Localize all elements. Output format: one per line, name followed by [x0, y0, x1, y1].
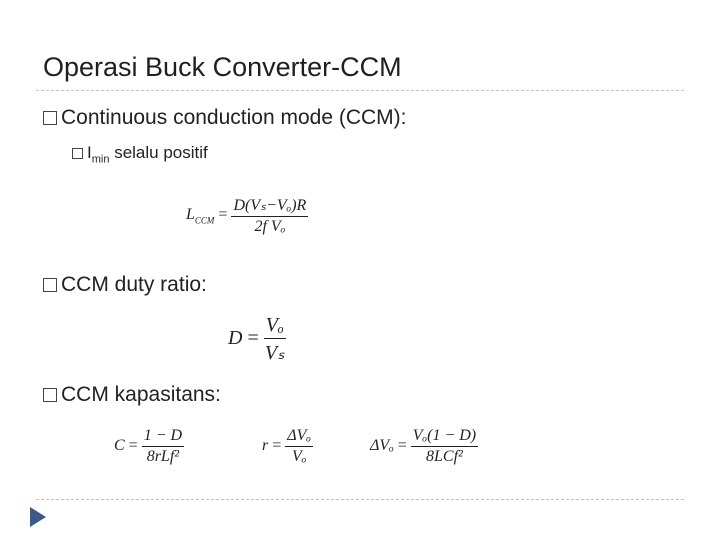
equation-duty [228, 314, 286, 365]
lccm-fraction [231, 195, 308, 236]
cap-numerator: 1 − D [142, 427, 184, 447]
slide-next-arrow-icon[interactable] [26, 505, 50, 529]
dvo-fraction [411, 427, 478, 466]
dvo-lhs: ΔVₒ [370, 437, 394, 455]
imin-symbol: I [87, 143, 92, 162]
cap-equals: = [128, 437, 138, 455]
cap-lhs: C [114, 437, 125, 455]
lccm-equals: = [218, 206, 228, 224]
checkbox-bullet-icon [43, 388, 57, 402]
cap-fraction [142, 427, 184, 466]
bullet-capacitance-text: CCM kapasitans: [61, 383, 221, 406]
checkbox-bullet-icon [43, 111, 57, 125]
lccm-denominator: 2f Vₒ [254, 218, 286, 235]
bullet-duty-ratio [43, 273, 207, 297]
checkbox-bullet-icon [43, 278, 57, 292]
dvo-equals: = [397, 437, 407, 455]
lccm-numerator: D(Vₛ−Vₒ)R [231, 195, 308, 217]
duty-equals: = [247, 327, 259, 350]
slide-title: Operasi Buck Converter-CCM [43, 52, 402, 82]
equation-ripple [262, 427, 313, 466]
duty-numerator: Vₒ [264, 314, 286, 339]
bullet-duty-ratio-text: CCM duty ratio: [61, 273, 207, 296]
title-divider [36, 90, 684, 91]
equation-capacitance [114, 427, 184, 466]
subbullet-imin [72, 143, 208, 165]
lccm-lhs: L [186, 206, 195, 224]
bullet-ccm-mode [43, 106, 407, 130]
lccm-subscript: CCM [194, 215, 215, 226]
equation-delta-vo [370, 427, 478, 466]
dvo-denominator: 8LCf² [426, 448, 463, 465]
equation-lccm [186, 195, 308, 236]
duty-fraction [264, 314, 286, 365]
ripple-equals: = [272, 437, 282, 455]
duty-denominator: Vₛ [264, 342, 285, 364]
ripple-fraction [285, 427, 313, 466]
checkbox-bullet-icon [72, 148, 83, 159]
imin-subscript: min [91, 153, 110, 166]
ripple-denominator: Vₒ [291, 448, 307, 465]
ripple-numerator: ΔVₒ [285, 427, 313, 447]
duty-lhs: D [228, 327, 243, 350]
imin-text: selalu positif [109, 143, 208, 162]
ripple-lhs: r [262, 437, 269, 455]
bullet-ccm-mode-text: Continuous conduction mode (CCM): [61, 106, 407, 129]
bullet-capacitance [43, 383, 221, 407]
footer-divider [36, 499, 684, 500]
cap-denominator: 8rLf² [146, 448, 180, 465]
dvo-numerator: Vₒ(1 − D) [411, 427, 478, 447]
